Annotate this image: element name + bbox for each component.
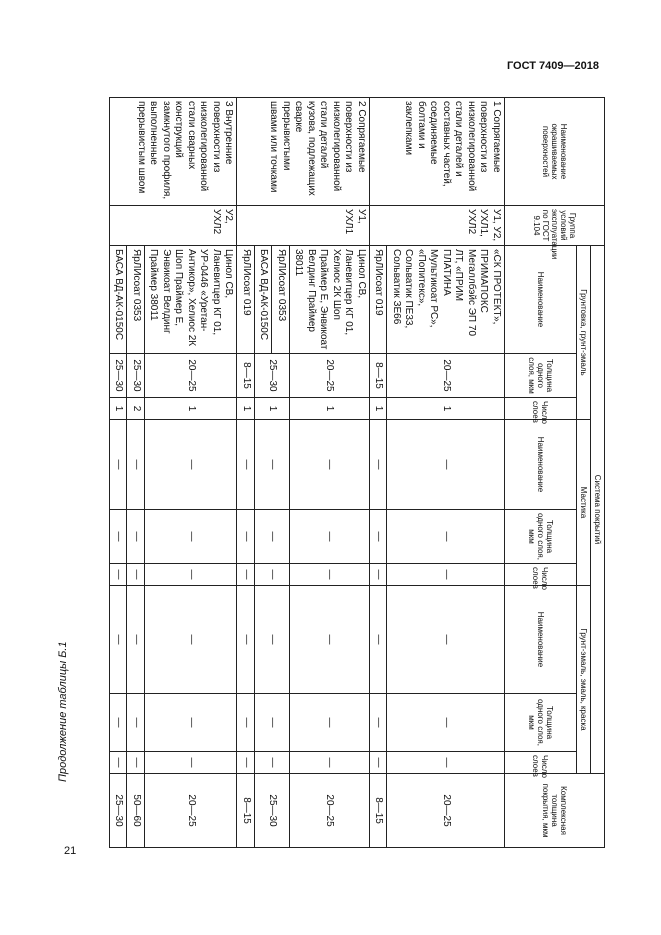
total-thickness-cell: 20—25 xyxy=(387,774,505,848)
enamel-layers-cell: — xyxy=(237,752,255,774)
enamel-name-cell: — xyxy=(127,586,145,694)
col-header-surface: Наименование окрашиваемых поверхностей xyxy=(504,98,604,206)
mastic-name-cell: — xyxy=(127,420,145,510)
total-thickness-cell: 50—60 xyxy=(127,774,145,848)
primer-name-cell: Цинол СВ, Ланевитцер КГ 01, УР-0446 «Уретан-Антикор», Хелиос 2К Шоп Праймер Е, Энвикоат Велдинг Праймер 38011 xyxy=(144,246,237,354)
mastic-thickness-cell: — xyxy=(289,510,369,564)
mastic-thickness-cell: — xyxy=(237,510,255,564)
primer-name-cell: ЯрЛИсоат 0353 xyxy=(127,246,145,354)
col-header-primer-thickness: Толщина одного слоя, мкм xyxy=(504,354,576,398)
mastic-name-cell: — xyxy=(254,420,289,510)
total-thickness-cell: 20—25 xyxy=(144,774,237,848)
enamel-name-cell: — xyxy=(254,586,289,694)
enamel-layers-cell: — xyxy=(289,752,369,774)
enamel-thickness-cell: — xyxy=(144,694,237,752)
mastic-name-cell: — xyxy=(109,420,127,510)
mastic-thickness-cell: — xyxy=(127,510,145,564)
primer-thickness-cell: 25—30 xyxy=(254,354,289,398)
total-thickness-cell: 25—30 xyxy=(109,774,127,848)
mastic-layers-cell: — xyxy=(254,564,289,586)
mastic-thickness-cell: — xyxy=(254,510,289,564)
total-thickness-cell: 20—25 xyxy=(289,774,369,848)
mastic-layers-cell: — xyxy=(109,564,127,586)
mastic-thickness-cell: — xyxy=(387,510,505,564)
surface-cell: 2 Сопрягаемые поверхности из низколегированной стали деталей кузова, подлежащих сварке прерывистыми швами или точками xyxy=(237,98,370,206)
col-header-enamel-layers: Число слоев xyxy=(504,752,576,774)
primer-layers-cell: 1 xyxy=(254,398,289,420)
group-cell: У2, УХЛ2 xyxy=(109,206,237,246)
group-cell: У1, УХЛ1 xyxy=(237,206,370,246)
enamel-thickness-cell: — xyxy=(109,694,127,752)
primer-thickness-cell: 20—25 xyxy=(289,354,369,398)
enamel-layers-cell: — xyxy=(127,752,145,774)
coating-systems-table xyxy=(109,97,605,848)
mastic-layers-cell: — xyxy=(237,564,255,586)
primer-name-cell: ЯрЛИсоат 019 xyxy=(369,246,387,354)
primer-layers-cell: 1 xyxy=(237,398,255,420)
primer-name-cell: ЯрЛИсоат 019 xyxy=(237,246,255,354)
mastic-name-cell: — xyxy=(237,420,255,510)
total-thickness-cell: 8—15 xyxy=(237,774,255,848)
col-header-primer-name: Наименование xyxy=(504,246,576,354)
total-thickness-cell: 8—15 xyxy=(369,774,387,848)
surface-cell: 3 Внутренние поверхности из низколегированной стали сварных конструкций замкнутого профиля, выполненные прерывистым швом xyxy=(109,98,237,206)
col-header-mastic: Мастика xyxy=(576,420,590,586)
table-continuation-caption: Продолжение таблицы Б.1 xyxy=(57,641,69,782)
enamel-layers-cell: — xyxy=(144,752,237,774)
enamel-layers-cell: — xyxy=(109,752,127,774)
primer-thickness-cell: 25—30 xyxy=(127,354,145,398)
mastic-thickness-cell: — xyxy=(369,510,387,564)
primer-thickness-cell: 25—30 xyxy=(109,354,127,398)
primer-name-cell: Цинол СВ, Ланевитцер КГ 01, Хелиос 2К Шоп Праймер Е, Энвикоат Велдинг Праймер 38011 xyxy=(289,246,369,354)
col-header-system: Система покрытий xyxy=(590,246,604,774)
col-header-mastic-thickness: Толщина одного слоя, мкм xyxy=(504,510,576,564)
primer-layers-cell: 2 xyxy=(127,398,145,420)
primer-name-cell: БАСА ВД-АК-0150С xyxy=(254,246,272,354)
table-row xyxy=(144,98,237,848)
mastic-thickness-cell: — xyxy=(109,510,127,564)
mastic-layers-cell: — xyxy=(127,564,145,586)
enamel-name-cell: — xyxy=(144,586,237,694)
enamel-name-cell: — xyxy=(369,586,387,694)
primer-thickness-cell: 20—25 xyxy=(387,354,505,398)
enamel-thickness-cell: — xyxy=(387,694,505,752)
col-header-enamel-thickness: Толщина одного слоя, мкм xyxy=(504,694,576,752)
primer-thickness-cell: 8—15 xyxy=(369,354,387,398)
document-code: ГОСТ 7409—2018 xyxy=(506,60,599,72)
mastic-layers-cell: — xyxy=(369,564,387,586)
primer-layers-cell: 1 xyxy=(109,398,127,420)
enamel-name-cell: — xyxy=(237,586,255,694)
enamel-name-cell: — xyxy=(387,586,505,694)
enamel-thickness-cell: — xyxy=(127,694,145,752)
enamel-layers-cell: — xyxy=(369,752,387,774)
header-row-1 xyxy=(590,98,604,848)
enamel-thickness-cell: — xyxy=(369,694,387,752)
primer-thickness-cell: 20—25 xyxy=(144,354,237,398)
primer-name-cell: «СК ПРОТЕКТ», ПРИМАПОКС Мегаллбэйс ЭП 70 ЛТ, «ПРИМ ПЛАТИНА Мультикоат РС», «Попитекс», Сольватик ПЕ33, Сольватик ЗЕ66 xyxy=(387,246,505,354)
mastic-thickness-cell: — xyxy=(144,510,237,564)
mastic-name-cell: — xyxy=(144,420,237,510)
surface-cell: 1 Сопрягаемые поверхности из низколегированной стали деталей и составных частей, соединяемые болтами и заклепками xyxy=(369,98,504,206)
primer-layers-cell: 1 xyxy=(369,398,387,420)
col-header-primer-layers: Число слоев xyxy=(504,398,576,420)
col-header-enamel: Грунт-эмаль, эмаль, краска xyxy=(576,586,590,774)
primer-thickness-cell: 8—15 xyxy=(237,354,255,398)
enamel-thickness-cell: — xyxy=(237,694,255,752)
enamel-thickness-cell: — xyxy=(254,694,289,752)
enamel-layers-cell: — xyxy=(387,752,505,774)
enamel-thickness-cell: — xyxy=(289,694,369,752)
mastic-name-cell: — xyxy=(387,420,505,510)
primer-name-cell: БАСА ВД-АК-0150С xyxy=(109,246,127,354)
mastic-layers-cell: — xyxy=(144,564,237,586)
mastic-layers-cell: — xyxy=(289,564,369,586)
col-header-primer: Грунтовка, грунт-эмаль xyxy=(576,246,590,420)
col-header-total: Комплексная толщина покрытия, мкм xyxy=(504,774,604,848)
col-header-mastic-name: Наименование xyxy=(504,420,576,510)
mastic-name-cell: — xyxy=(289,420,369,510)
primer-layers-cell: 1 xyxy=(289,398,369,420)
table-row xyxy=(387,98,505,848)
mastic-name-cell: — xyxy=(369,420,387,510)
enamel-name-cell: — xyxy=(109,586,127,694)
enamel-name-cell: — xyxy=(289,586,369,694)
group-cell: У1, У2, УХЛ1, УХЛ2 xyxy=(369,206,504,246)
col-header-enamel-name: Наименование xyxy=(504,586,576,694)
page-number: 21 xyxy=(64,845,77,857)
mastic-layers-cell: — xyxy=(387,564,505,586)
col-header-group: Группа условий эксплуатации по ГОСТ 9.104 xyxy=(504,206,604,246)
col-header-mastic-layers: Число слоев xyxy=(504,564,576,586)
primer-layers-cell: 1 xyxy=(144,398,237,420)
primer-layers-cell: 1 xyxy=(387,398,505,420)
table-rotated-container xyxy=(85,97,605,847)
total-thickness-cell: 25—30 xyxy=(254,774,289,848)
primer-name-cell: ЯрЛИсоат 0353 xyxy=(272,246,290,354)
table-row xyxy=(289,98,369,848)
enamel-layers-cell: — xyxy=(254,752,289,774)
